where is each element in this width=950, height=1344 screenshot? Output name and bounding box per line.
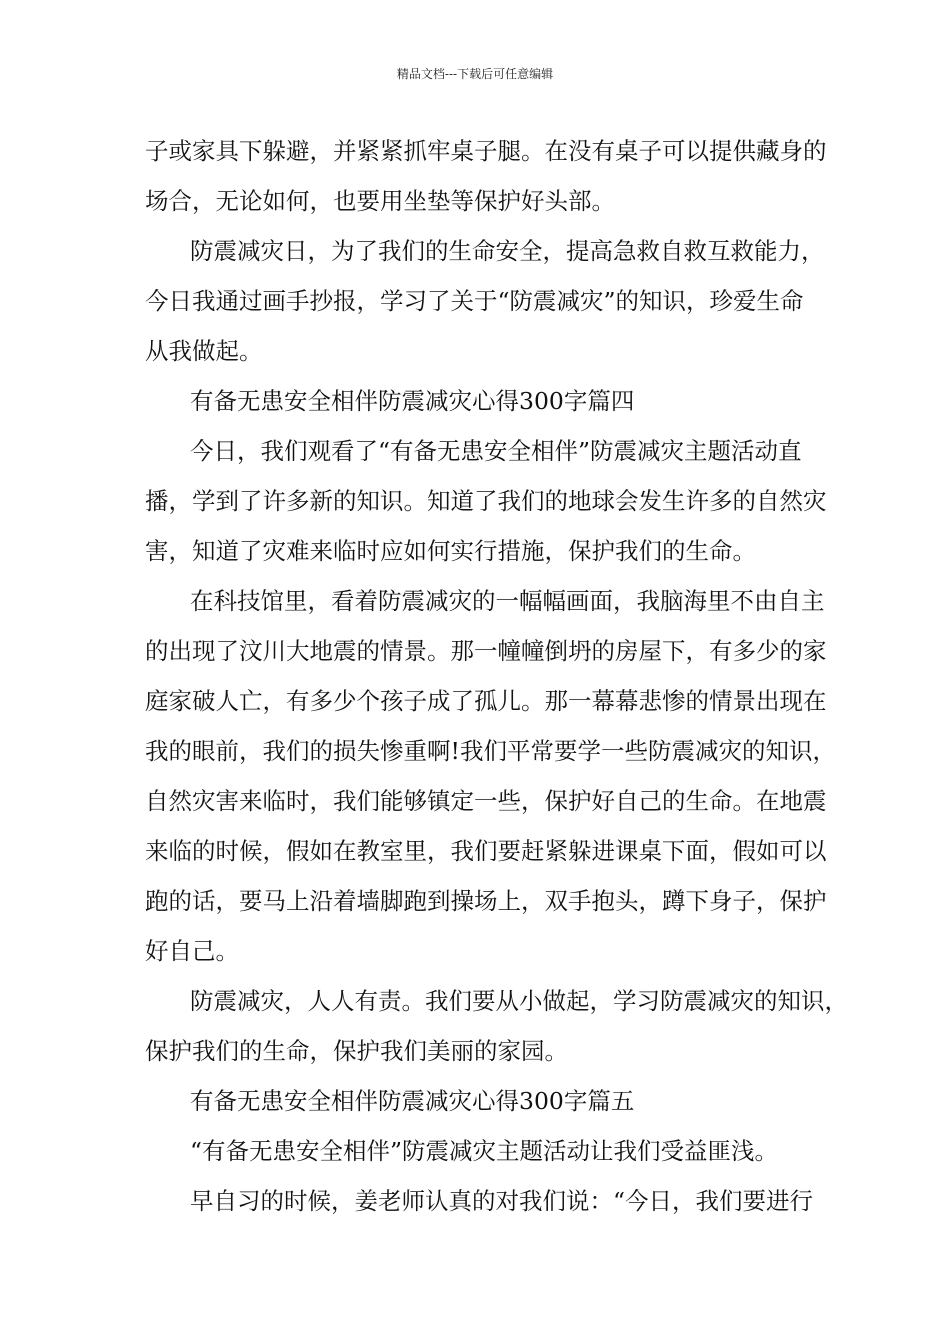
page-header: 精品文档---下载后可任意编辑 (396, 67, 554, 81)
text-line-11: 的出现了汶川大地震的情景。那一幢幢倒坍的房屋下，有多少的家 (145, 637, 827, 665)
section-heading-4: 有备无患安全相伴防震减灾心得300字篇四 (190, 387, 635, 415)
text-line-2: 场合，无论如何，也要用坐垫等保护好头部。 (145, 187, 615, 215)
text-line-22: 早自习的时候，姜老师认真的对我们说：“今日，我们要进行 (190, 1187, 814, 1215)
text-line-3: 防震减灾日，为了我们的生命安全，提高急救自救互救能力， (190, 237, 825, 265)
text-line-14: 自然灾害来临时，我们能够镇定一些，保护好自己的生命。在地震 (145, 787, 827, 815)
text-line-13: 我的眼前，我们的损失惨重啊!我们平常要学一些防震减灾的知识， (145, 737, 836, 765)
text-line-21: “有备无患安全相伴”防震减灾主题活动让我们受益匪浅。 (190, 1137, 779, 1165)
text-line-10: 在科技馆里，看着防震减灾的一幅幅画面，我脑海里不由自主 (190, 587, 825, 615)
text-line-16: 跑的话，要马上沿着墙脚跑到操场上，双手抱头，蹲下身子，保护 (145, 887, 827, 915)
text-line-4: 今日我通过画手抄报，学习了关于“防震减灾”的知识，珍爱生命 (145, 287, 804, 315)
text-line-5: 从我做起。 (145, 337, 263, 365)
text-line-1: 子或家具下躲避，并紧紧抓牢桌子腿。在没有桌子可以提供藏身的 (145, 137, 827, 165)
text-line-12: 庭家破人亡，有多少个孩子成了孤儿。那一幕幕悲惨的情景出现在 (145, 687, 827, 715)
text-line-8: 播，学到了许多新的知识。知道了我们的地球会发生许多的自然灾 (145, 487, 827, 515)
text-line-19: 保护我们的生命，保护我们美丽的家园。 (145, 1037, 568, 1065)
text-line-15: 来临的时候，假如在教室里，我们要赶紧躲进课桌下面，假如可以 (145, 837, 827, 865)
text-line-9: 害，知道了灾难来临时应如何实行措施，保护我们的生命。 (145, 537, 756, 565)
section-heading-5: 有备无患安全相伴防震减灾心得300字篇五 (190, 1087, 635, 1115)
text-line-17: 好自己。 (145, 937, 239, 965)
text-line-18: 防震减灾，人人有责。我们要从小做起，学习防震减灾的知识， (190, 987, 848, 1015)
text-line-7: 今日，我们观看了“有备无患安全相伴”防震减灾主题活动直 (190, 437, 802, 465)
